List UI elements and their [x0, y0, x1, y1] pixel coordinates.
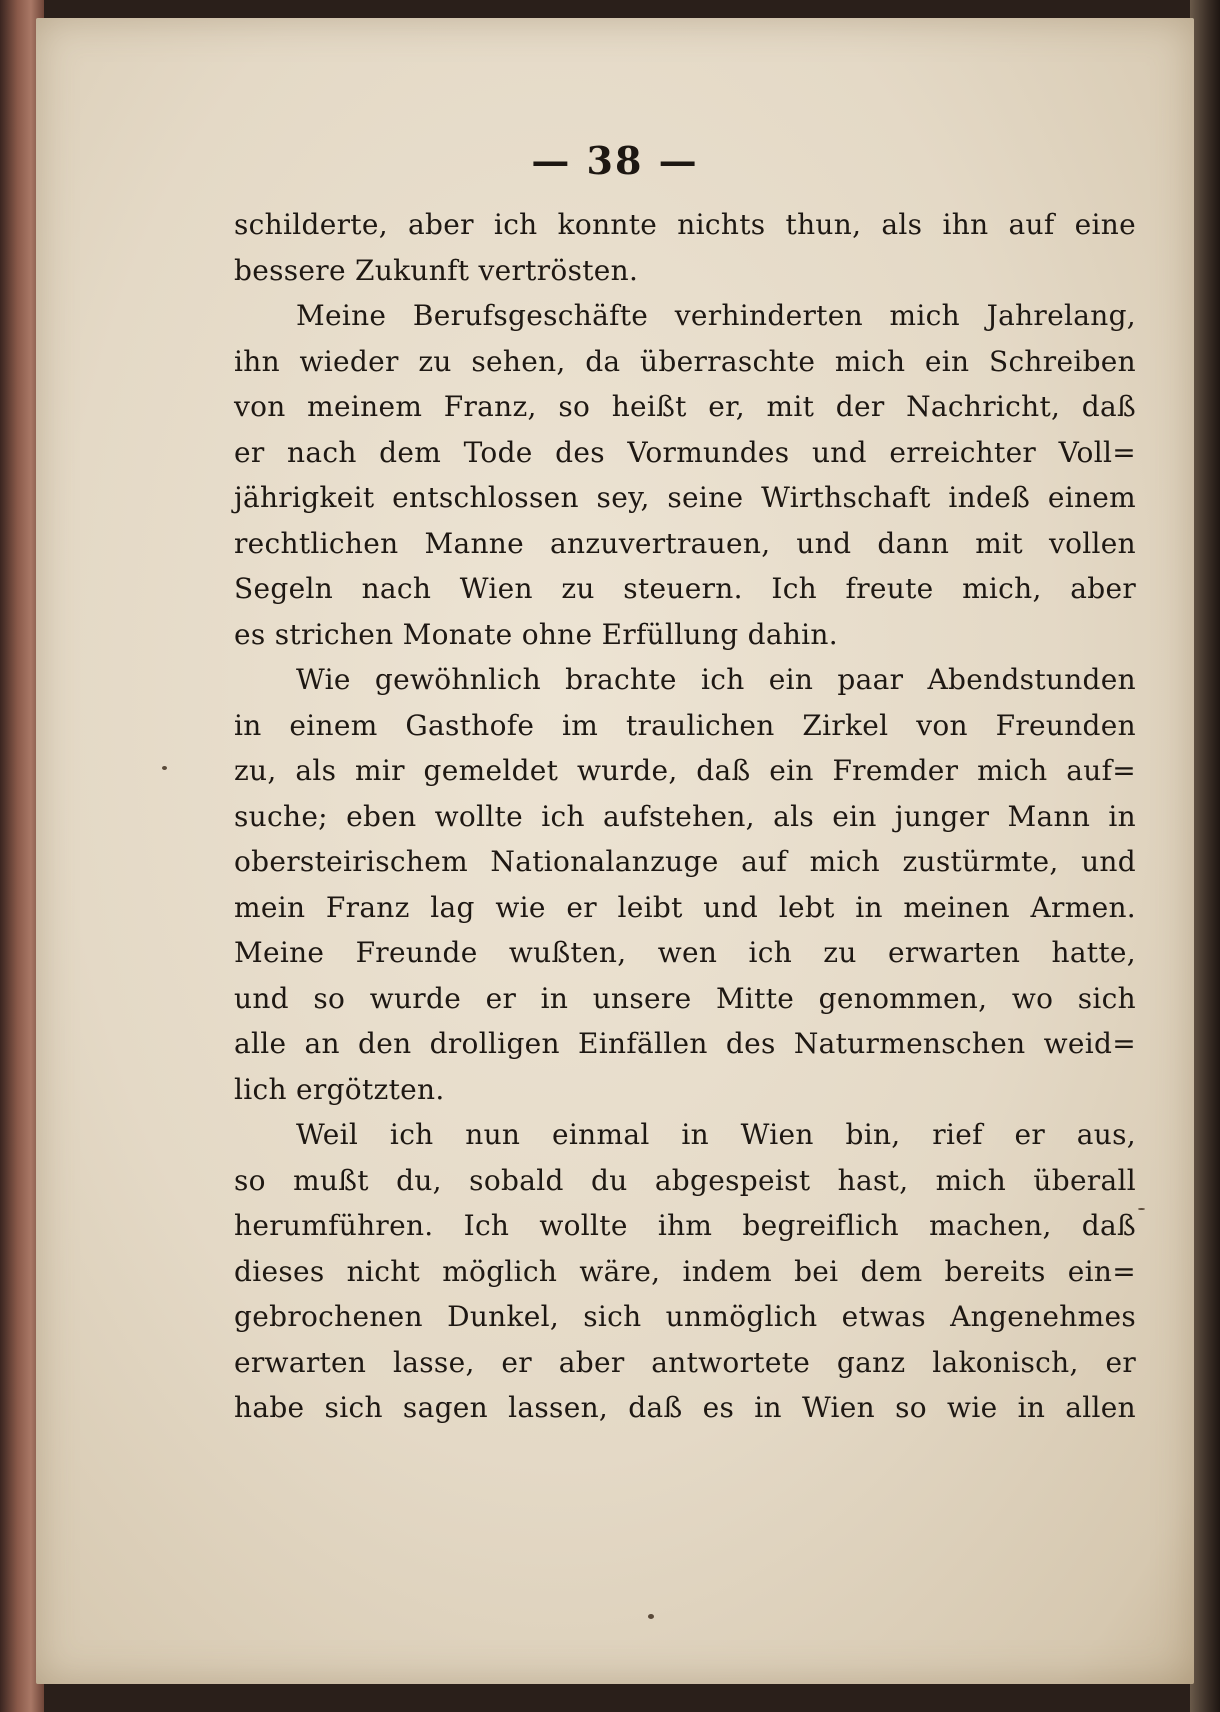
- text-line: obersteirischem Nationalanzuge auf mich zustürmte, und: [234, 845, 1136, 878]
- text-line: suche; eben wollte ich aufstehen, als ein junger Mann in: [234, 799, 1136, 833]
- book-right-edge: [1190, 0, 1220, 1712]
- text-line: er nach dem Tode des Vormundes und erreichter Voll=: [234, 435, 1136, 469]
- text-line: und so wurde er in unsere Mitte genommen, wo sich: [234, 981, 1136, 1015]
- text-line: Meine Freunde wußten, wen ich zu erwarten hatte,: [234, 936, 1136, 969]
- text-line: erwarten lasse, er aber antwortete ganz lakonisch, er: [234, 1345, 1136, 1379]
- text-line: gebrochenen Dunkel, sich unmöglich etwas Angenehmes: [234, 1300, 1136, 1333]
- text-line: dieses nicht möglich wäre, indem bei dem bereits ein=: [234, 1254, 1136, 1288]
- text-line: Wie gewöhnlich brachte ich ein paar Abendstunden: [296, 663, 1136, 696]
- text-line: ihn wieder zu sehen, da überraschte mich ein Schreiben: [234, 344, 1136, 378]
- page-number: — 38 —: [531, 138, 699, 183]
- page-text: [234, 202, 1136, 1431]
- text-line: von meinem Franz, so heißt er, mit der Nachricht, daß: [234, 390, 1136, 423]
- text-line: es strichen Monate ohne Erfüllung dahin.: [234, 617, 838, 651]
- text-line: Weil ich nun einmal in Wien bin, rief er aus,: [296, 1118, 1136, 1151]
- paper-speck: [648, 1614, 654, 1619]
- book-page: [36, 18, 1194, 1684]
- text-line: zu, als mir gemeldet wurde, daß ein Fremder mich auf=: [234, 754, 1136, 787]
- text-line: mein Franz lag wie er leibt und lebt in meinen Armen.: [234, 890, 1136, 924]
- text-line: alle an den drolligen Einfällen des Naturmenschen weid=: [234, 1027, 1136, 1060]
- text-line: bessere Zukunft vertrösten.: [234, 253, 639, 287]
- text-line: schilderte, aber ich konnte nichts thun, als ihn auf eine: [234, 208, 1136, 241]
- paper-speck: [162, 766, 167, 770]
- text-line: lich ergötzten.: [234, 1072, 445, 1106]
- text-line: jährigkeit entschlossen sey, seine Wirthschaft indeß einem: [234, 481, 1136, 514]
- text-line: herumführen. Ich wollte ihm begreiflich machen, daß: [234, 1209, 1136, 1242]
- text-line: in einem Gasthofe im traulichen Zirkel von Freunden: [234, 708, 1136, 742]
- text-line: so mußt du, sobald du abgespeist hast, mich überall: [234, 1163, 1136, 1197]
- text-line: habe sich sagen lassen, daß es in Wien so wie in allen: [234, 1391, 1136, 1424]
- text-line: Segeln nach Wien zu steuern. Ich freute mich, aber: [234, 572, 1136, 605]
- text-line: rechtlichen Manne anzuvertrauen, und dann mit vollen: [234, 526, 1136, 560]
- text-line: Meine Berufsgeschäfte verhinderten mich Jahrelang,: [296, 299, 1136, 332]
- paper-speck: [1138, 1208, 1145, 1210]
